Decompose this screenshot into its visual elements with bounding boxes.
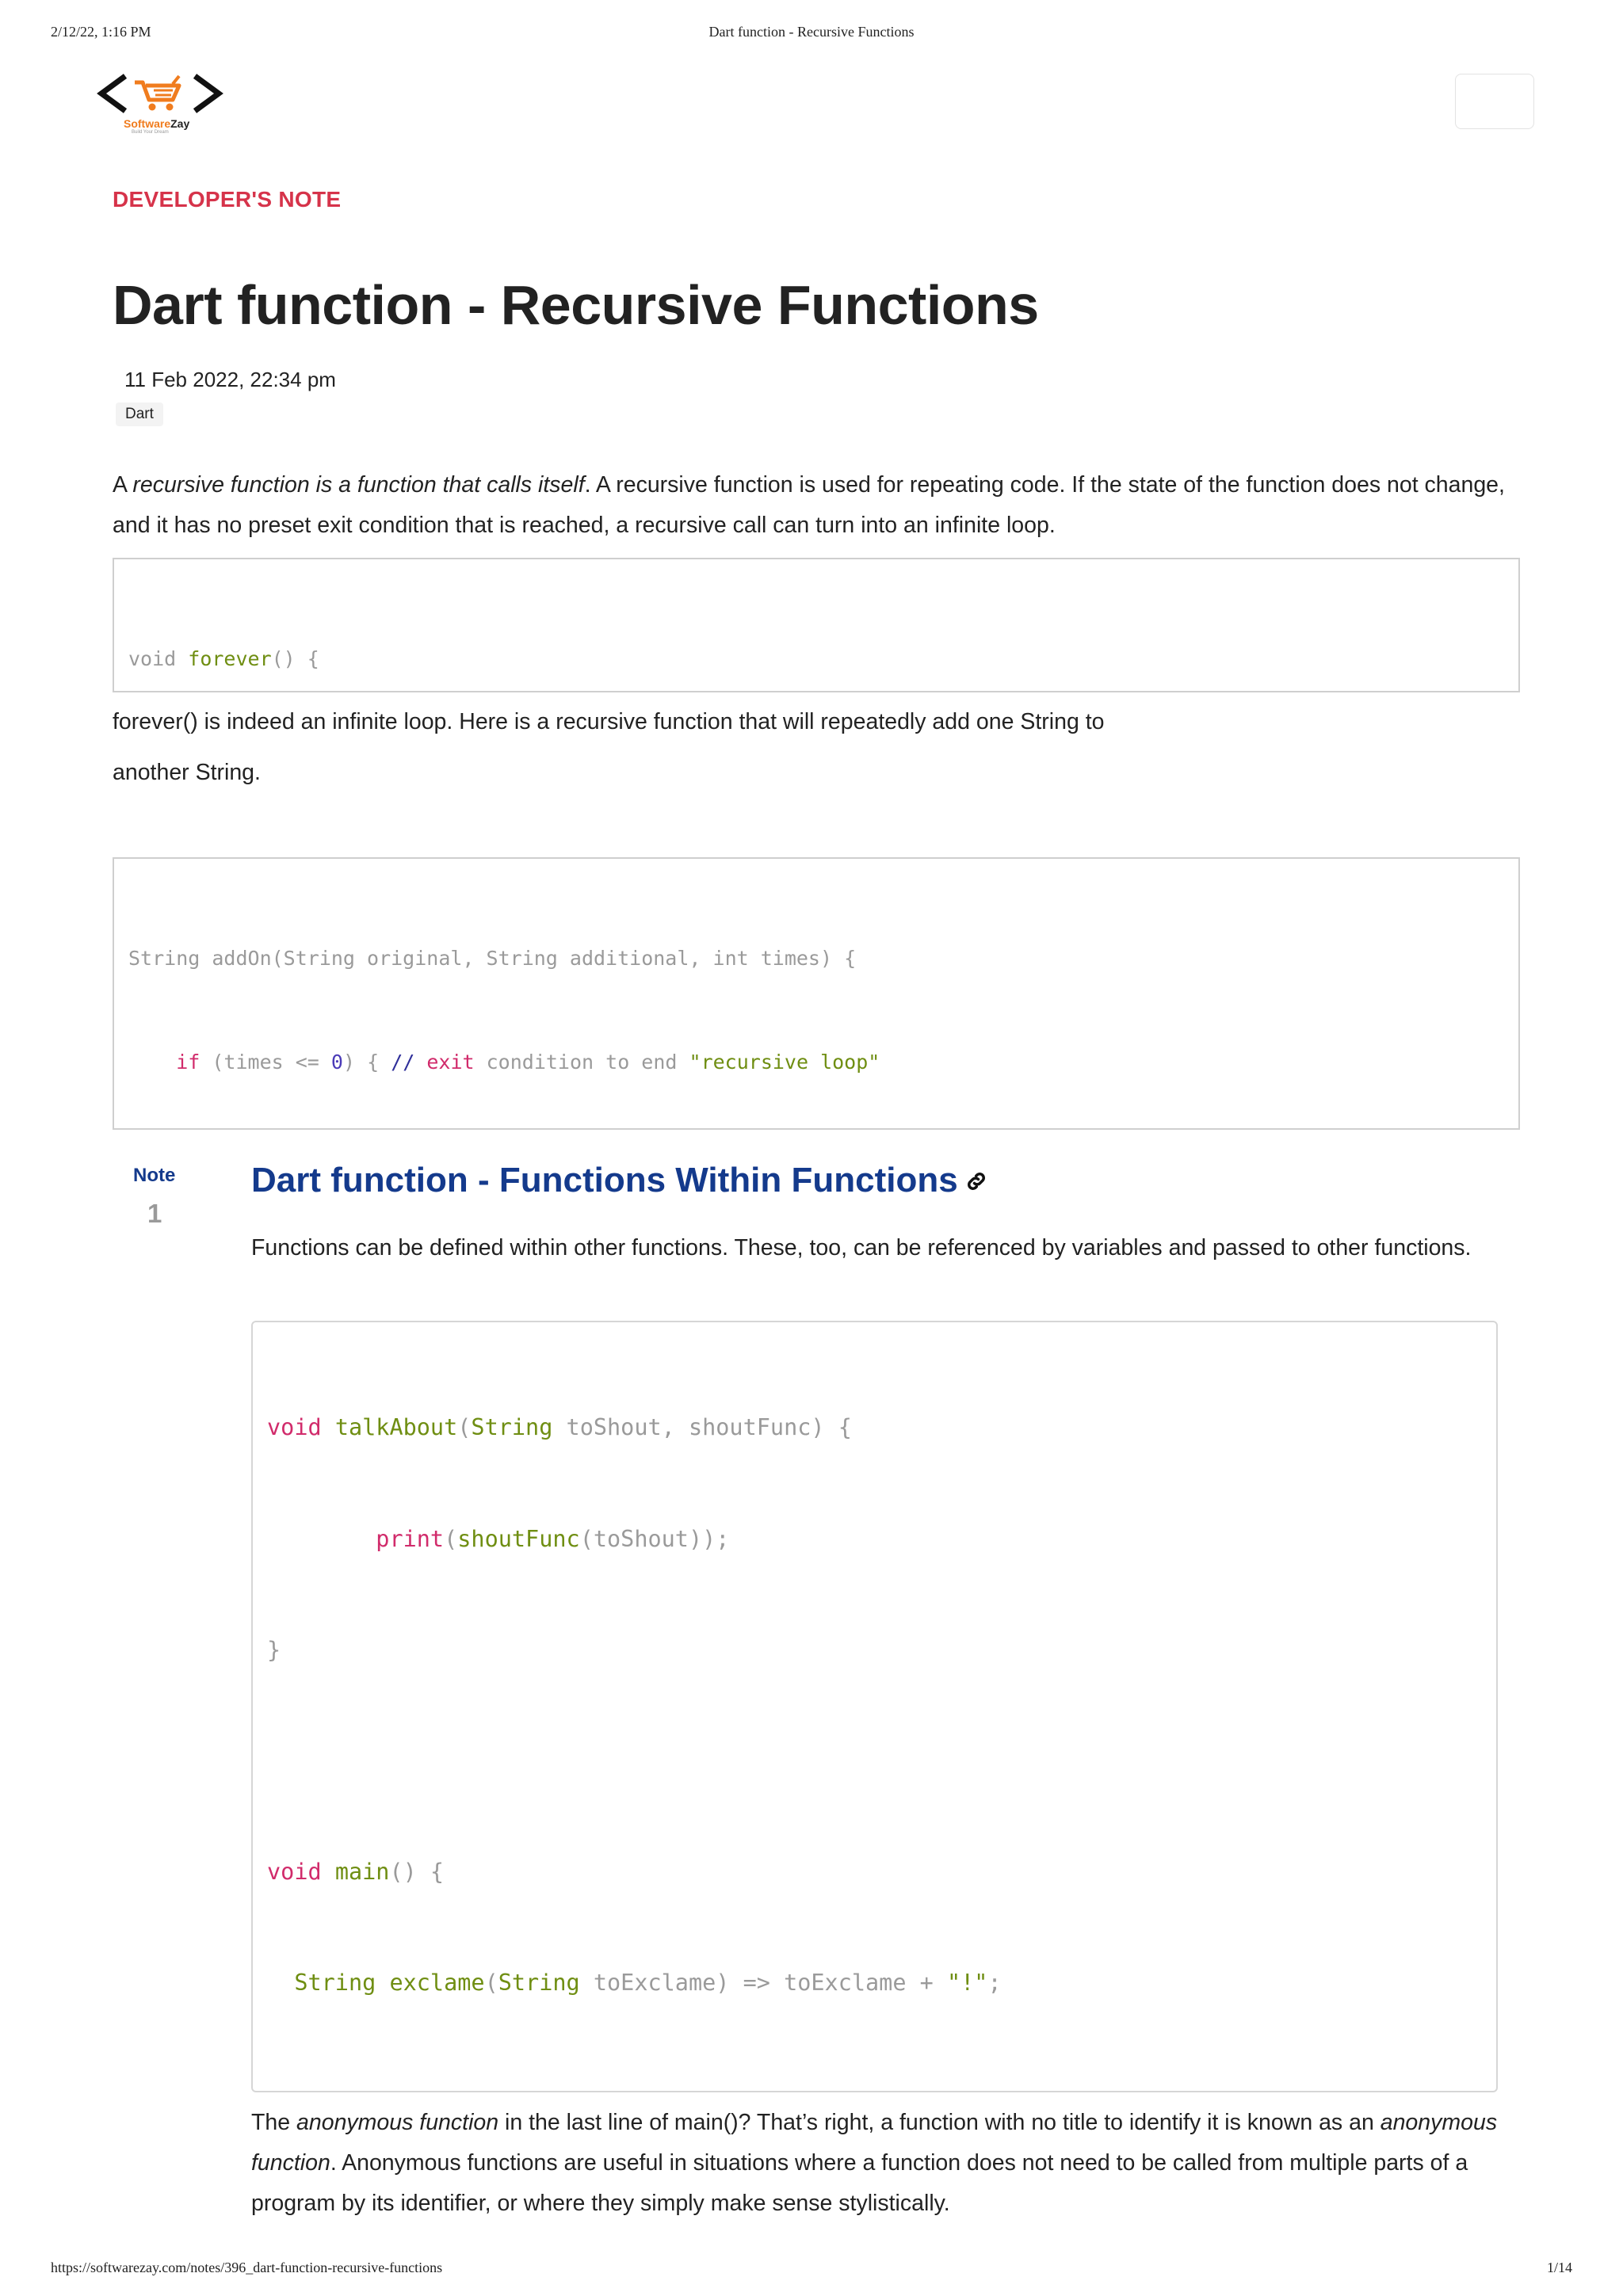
code-line: String exclame(String toExclame) => toExclame + "!"; xyxy=(294,1969,1002,1996)
print-url: https://softwarezay.com/notes/396_dart-function-recursive-functions xyxy=(51,2260,443,2275)
print-footer xyxy=(0,2260,1623,2291)
forever-paragraph-line-1: forever() is indeed an infinite loop. Here is a recursive function that will repeatedly add one String to xyxy=(113,709,1105,734)
note-number: 1 xyxy=(147,1199,162,1228)
code-line: void talkAbout(String toShout, shoutFunc) { xyxy=(267,1414,852,1441)
note-label: Note xyxy=(133,1165,176,1186)
forever-paragraph-line-2: another String. xyxy=(113,760,261,785)
code-block-talkabout xyxy=(251,1321,1498,2092)
code-line: } xyxy=(267,1636,281,1663)
code-line: if (times <= 0) { // exit condition to end "recursive loop" xyxy=(176,1050,880,1074)
section-label[interactable]: DEVELOPER'S NOTE xyxy=(113,187,342,212)
code-line xyxy=(267,1743,1496,1780)
code-line xyxy=(267,2076,1496,2092)
print-datetime: 2/12/22, 1:16 PM xyxy=(51,24,151,40)
code-block-forever xyxy=(113,558,1520,692)
code-line: print(shoutFunc(toShout)); xyxy=(376,1525,730,1552)
section-intro-paragraph: Functions can be defined within other functions. These, too, can be referenced by variables and passed to other functions. xyxy=(251,1235,1472,1261)
logo-wordmark: SoftwareZay xyxy=(124,117,190,130)
page-title: Dart function - Recursive Functions xyxy=(113,274,1039,336)
logo-cart-icon xyxy=(97,68,223,117)
print-title: Dart function - Recursive Functions xyxy=(708,24,915,40)
site-logo[interactable] xyxy=(97,68,223,135)
menu-button[interactable] xyxy=(1455,74,1534,129)
link-icon[interactable] xyxy=(964,1162,988,1202)
tag-chip[interactable]: Dart xyxy=(116,402,163,426)
code-line: String addOn(String original, String additional, int times) { xyxy=(128,947,857,970)
print-header xyxy=(0,24,1623,55)
logo-tagline: Build Your Dream xyxy=(132,130,169,135)
section-heading: Dart function - Functions Within Functions xyxy=(251,1161,988,1202)
print-page-number: 1/14 xyxy=(1546,2260,1572,2275)
intro-paragraph: A recursive function is a function that calls itself. A recursive function is used for repeating code. If the state of the function does not change, and it has no preset exit condition that is reached, a recursive call can turn into an infinite loop. xyxy=(113,472,1505,538)
closing-paragraph: The anonymous function in the last line of main()? That’s right, a function with no title to identify it is known as an anonymous function. Anonymous functions are useful in situations where a function does not need to be called from multiple parts of a program by its identifier, or where they simply make sense stylistically. xyxy=(251,2110,1498,2216)
code-line: void main() { xyxy=(267,1858,445,1885)
post-date: 11 Feb 2022, 22:34 pm xyxy=(124,368,336,391)
code-block-addon xyxy=(113,857,1520,1130)
code-line: void forever() { xyxy=(128,647,319,670)
